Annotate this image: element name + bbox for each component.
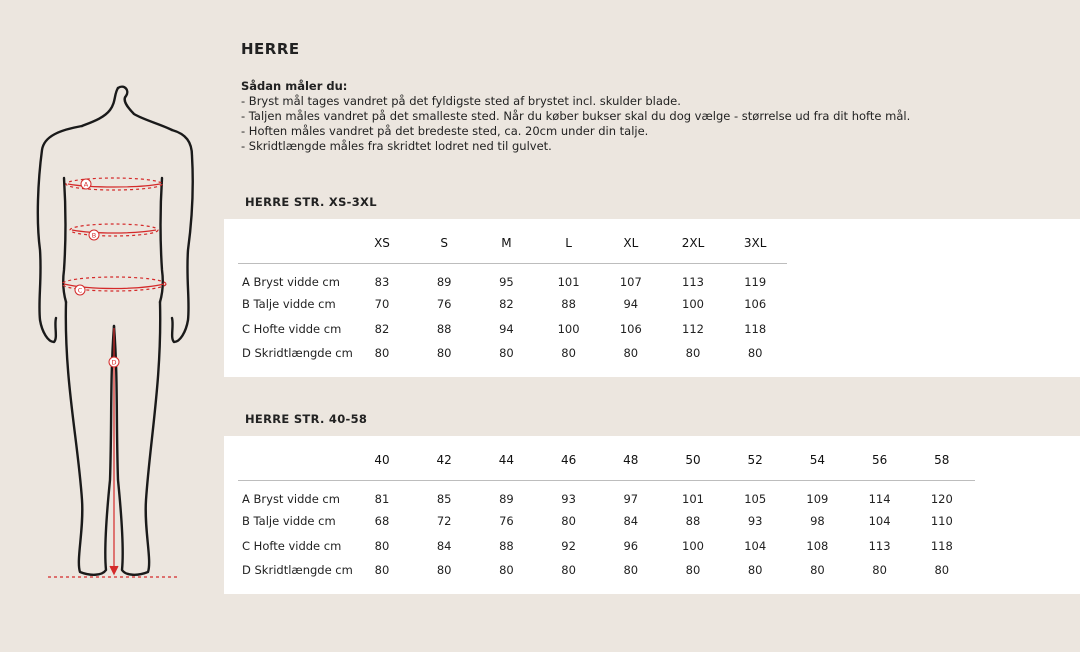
- row-label: D Skridtlængde cm: [242, 563, 353, 577]
- column-header: M: [501, 236, 512, 250]
- table-cell: 108: [806, 539, 829, 553]
- row-label: B Talje vidde cm: [242, 297, 336, 311]
- instruction-line: - Skridtlængde måles fra skridtet lodret ned til gulvet.: [241, 139, 552, 153]
- table-cell: 70: [374, 297, 390, 311]
- table-cell: 88: [561, 297, 576, 311]
- column-header: S: [440, 236, 448, 250]
- instruction-line: - Taljen måles vandret på det smalleste sted. Når du køber bukser skal du dog vælge - størrelse ud fra dit hofte mål.: [241, 109, 911, 123]
- table-cell: 80: [561, 563, 576, 577]
- measure-instructions: [241, 79, 910, 154]
- figure-label-c: C: [77, 286, 83, 295]
- column-header: 52: [747, 453, 763, 467]
- column-header: 40: [374, 453, 390, 467]
- table-cell: 101: [557, 275, 580, 289]
- figure-label-a: A: [83, 180, 89, 189]
- size-table-xs-3xl: [224, 219, 1080, 377]
- table-cell: 85: [436, 492, 452, 506]
- column-header: 50: [685, 453, 701, 467]
- table-cell: 118: [744, 322, 767, 336]
- table-cell: 80: [561, 514, 576, 528]
- table-cell: 81: [374, 492, 390, 506]
- column-header: XL: [623, 236, 639, 250]
- table-cell: 120: [930, 492, 953, 506]
- table-cell: 80: [685, 346, 701, 360]
- table-cell: 106: [744, 297, 767, 311]
- table-cell: 80: [436, 563, 452, 577]
- table-cell: 80: [623, 346, 639, 360]
- column-header: L: [565, 236, 572, 250]
- size-table-40-58: [224, 436, 1080, 594]
- table-cell: 80: [374, 539, 390, 553]
- row-label: A Bryst vidde cm: [242, 275, 340, 289]
- column-header: 56: [871, 453, 888, 467]
- instruction-line: - Hoften måles vandret på det bredeste sted, ca. 20cm under din talje.: [241, 124, 649, 138]
- column-header: 46: [560, 453, 577, 467]
- table-cell: 83: [374, 275, 390, 289]
- table-cell: 80: [499, 563, 514, 577]
- table-cell: 80: [747, 346, 763, 360]
- table-title-xs-3xl: HERRE STR. XS-3XL: [245, 195, 377, 209]
- table-cell: 95: [499, 275, 514, 289]
- column-header: 48: [623, 453, 639, 467]
- table-cell: 80: [623, 563, 639, 577]
- table-cell: 80: [934, 563, 950, 577]
- table-cell: 80: [872, 563, 887, 577]
- table-cell: 118: [930, 539, 953, 553]
- table-cell: 92: [561, 539, 576, 553]
- row-label: A Bryst vidde cm: [242, 492, 340, 506]
- table-cell: 113: [682, 275, 704, 289]
- table-cell: 82: [374, 322, 390, 336]
- figure-label-b: B: [91, 231, 97, 240]
- table-cell: 80: [374, 346, 390, 360]
- table-cell: 96: [623, 539, 639, 553]
- row-label: C Hofte vidde cm: [242, 322, 342, 336]
- table-cell: 80: [374, 563, 390, 577]
- table-cell: 93: [561, 492, 576, 506]
- table-cell: 104: [868, 514, 891, 528]
- body-measurement-figure: [20, 80, 210, 585]
- table-cell: 113: [868, 539, 891, 553]
- table-cell: 105: [744, 492, 767, 506]
- table-cell: 93: [747, 514, 763, 528]
- table-cell: 89: [499, 492, 514, 506]
- table-cell: 107: [619, 275, 642, 289]
- instruction-line: - Bryst mål tages vandret på det fyldigste sted af brystet incl. skulder blade.: [241, 94, 681, 108]
- table-cell: 94: [623, 297, 639, 311]
- column-header: 2XL: [681, 236, 705, 250]
- table-cell: 80: [436, 346, 452, 360]
- table-cell: 88: [499, 539, 514, 553]
- table-cell: 84: [623, 514, 639, 528]
- table-cell: 101: [682, 492, 704, 506]
- column-header: 58: [934, 453, 950, 467]
- table-cell: 100: [682, 297, 704, 311]
- table-cell: 80: [810, 563, 825, 577]
- table-cell: 68: [374, 514, 390, 528]
- table-cell: 88: [685, 514, 701, 528]
- table-cell: 80: [685, 563, 701, 577]
- table-cell: 106: [619, 322, 642, 336]
- table-cell: 100: [557, 322, 580, 336]
- table-cell: 100: [682, 539, 704, 553]
- figure-label-d: D: [111, 358, 117, 367]
- instructions-heading: Sådan måler du:: [241, 79, 348, 93]
- table-cell: 72: [436, 514, 452, 528]
- table-cell: 119: [744, 275, 767, 289]
- table-cell: 76: [499, 514, 514, 528]
- table-cell: 110: [930, 514, 953, 528]
- table-cell: 84: [436, 539, 452, 553]
- table-cell: 88: [436, 322, 452, 336]
- row-label: B Talje vidde cm: [242, 514, 336, 528]
- table-cell: 97: [623, 492, 639, 506]
- table-cell: 89: [436, 275, 452, 289]
- row-label: D Skridtlængde cm: [242, 346, 353, 360]
- table-cell: 98: [810, 514, 825, 528]
- table-cell: 109: [806, 492, 829, 506]
- table-cell: 112: [682, 322, 704, 336]
- table-cell: 114: [868, 492, 891, 506]
- column-header: XS: [374, 236, 390, 250]
- table-cell: 80: [499, 346, 514, 360]
- table-cell: 76: [436, 297, 452, 311]
- column-header: 42: [436, 453, 452, 467]
- column-header: 54: [809, 453, 826, 467]
- page-title: HERRE: [241, 40, 300, 58]
- table-cell: 80: [561, 346, 576, 360]
- column-header: 44: [498, 453, 515, 467]
- table-cell: 82: [499, 297, 514, 311]
- table-cell: 80: [747, 563, 763, 577]
- table-cell: 104: [744, 539, 767, 553]
- column-header: 3XL: [743, 236, 767, 250]
- table-cell: 94: [499, 322, 514, 336]
- row-label: C Hofte vidde cm: [242, 539, 342, 553]
- table-title-40-58: HERRE STR. 40-58: [245, 412, 368, 426]
